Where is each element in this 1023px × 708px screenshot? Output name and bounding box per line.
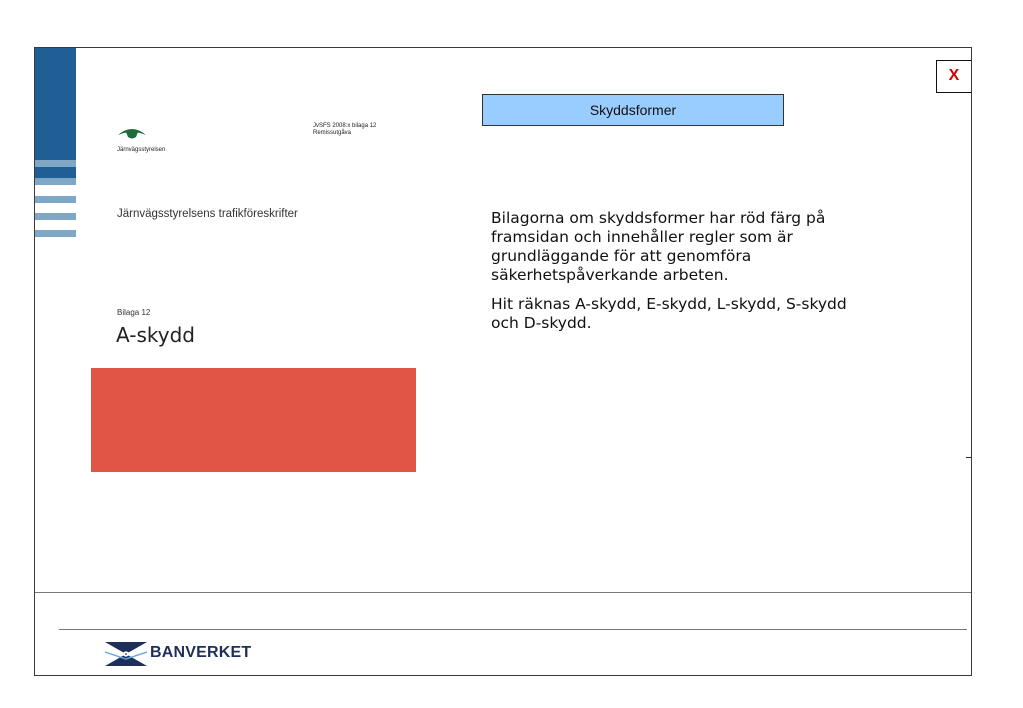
cover-red-block <box>91 368 416 472</box>
cover-image <box>35 48 475 488</box>
footer-brand: BANVERKET <box>150 644 252 661</box>
cover-stripe <box>35 230 76 237</box>
document-id-line: JvSFS 2008:x bilaga 12 <box>313 123 377 129</box>
banverket-logo-icon <box>105 642 147 666</box>
body-paragraph: Hit räknas A-skydd, E-skydd, L-skydd, S-skydd och D-skydd. <box>491 295 847 332</box>
close-button[interactable]: X <box>936 60 972 93</box>
cover-stripe <box>35 213 76 220</box>
slide <box>34 47 972 676</box>
cover-stripe <box>35 160 76 167</box>
cover-blue-bar <box>35 48 76 178</box>
document-status-line: Remissutgåva <box>313 130 352 136</box>
dash-mark <box>966 457 972 458</box>
cover-stripe <box>35 196 76 203</box>
body-paragraph: Bilagorna om skyddsformer har röd färg på framsidan och innehåller regler som är grundläggande för att genomföra säkerhetspåverkande arbeten. <box>491 209 826 284</box>
body-text <box>491 209 851 343</box>
cover-title: A-skydd <box>116 323 195 347</box>
section-heading: Skyddsformer <box>482 94 784 126</box>
cover-stripe <box>35 178 76 185</box>
divider <box>59 629 967 630</box>
series-title: Järnvägsstyrelsens trafikföreskrifter <box>117 208 298 220</box>
eye-logo-icon <box>117 123 147 143</box>
agency-name: Järnvägsstyrelsen <box>117 147 166 153</box>
divider <box>35 592 972 593</box>
bilaga-label: Bilaga 12 <box>117 308 151 317</box>
document-id <box>313 123 376 137</box>
